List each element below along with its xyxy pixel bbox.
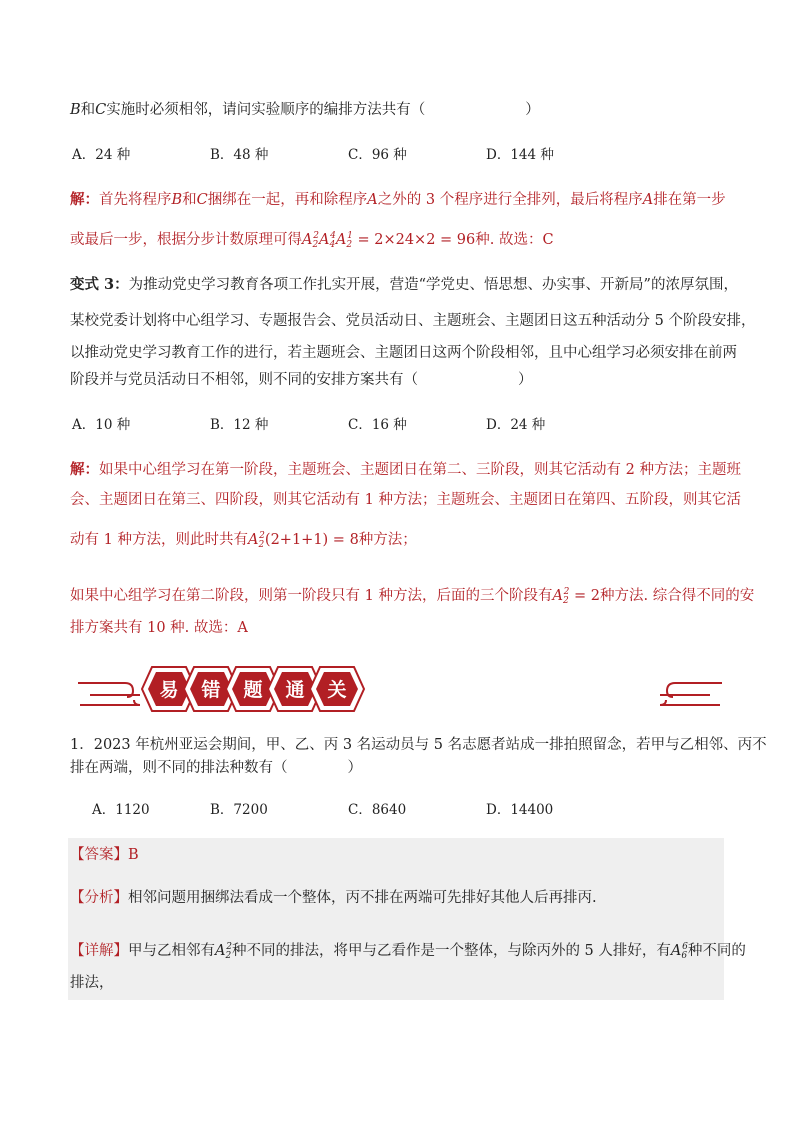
solution-line: 解：首先将程序B和C捆绑在一起，再和除程序A之外的 3 个程序进行全排列，最后将程序A排在第一步 bbox=[70, 191, 726, 208]
question-line: 阶段并与党员活动日不相邻，则不同的安排方案共有（ ） bbox=[70, 372, 533, 388]
banner-char: 错 bbox=[201, 679, 221, 701]
option-c: C．16 种 bbox=[348, 417, 407, 433]
question-line: 以推动党史学习教育工作的进行，若主题班会、主题团日这两个阶段相邻，且中心组学习必须安排在前两 bbox=[70, 345, 737, 361]
option-c: C．96 种 bbox=[348, 147, 407, 163]
banner-char: 易 bbox=[159, 679, 179, 701]
question-line: 变式 3：为推动党史学习教育各项工作扎实开展，营造“学党史、悟思想、办实事、开新局”的浓厚氛围， bbox=[70, 276, 738, 293]
option-d: D．144 种 bbox=[486, 147, 554, 163]
solution-line: 会、主题团日在第三、四阶段，则其它活动有 1 种方法；主题班会、主题团日在第四、五阶段，则其它活 bbox=[70, 492, 741, 508]
option-a: A．1120 bbox=[92, 802, 150, 818]
question-line: 某校党委计划将中心组学习、专题报告会、党员活动日、主题班会、主题团日这五种活动分 5 个阶段安排， bbox=[70, 313, 756, 329]
option-a: A．24 种 bbox=[72, 147, 131, 163]
banner-char: 题 bbox=[243, 679, 263, 701]
option-c: C．8640 bbox=[348, 802, 407, 818]
banner-char: 通 bbox=[285, 679, 305, 701]
analysis-line: 【分析】相邻问题用捆绑法看成一个整体，丙不排在两端可先排好其他人后再排丙. bbox=[70, 890, 597, 906]
solution-line: 如果中心组学习在第二阶段，则第一阶段只有 1 种方法，后面的三个阶段有$A_2^2 = 2$种方法. 综合得不同的安 bbox=[70, 587, 755, 606]
option-d: D．14400 bbox=[486, 802, 554, 818]
answer-line: 【答案】B bbox=[70, 847, 139, 863]
option-b: B．12 种 bbox=[210, 417, 269, 433]
banner-left-swirl bbox=[78, 683, 140, 705]
question-line: 1．2023 年杭州亚运会期间，甲、乙、丙 3 名运动员与 5 名志愿者站成一排拍照留念，若甲与乙相邻、丙不 bbox=[70, 737, 767, 753]
option-b: B．7200 bbox=[210, 802, 268, 818]
detail-line: 排法， bbox=[70, 975, 114, 991]
option-d: D．24 种 bbox=[486, 417, 546, 433]
solution-line: 或最后一步，根据分步计数原理可得$A_2^2A_4^4A_2^1 = 2\times 24\times 2 = 96$种. 故选：C bbox=[70, 231, 554, 250]
question-line: 排在两端，则不同的排法种数有（ ） bbox=[70, 760, 362, 776]
detail-line: 【详解】甲与乙相邻有$A_2^2$种不同的排法，将甲与乙看作是一个整体，与除丙外的 5 人排好，有$A_6^6$种不同的 bbox=[70, 942, 746, 961]
option-a: A．10 种 bbox=[72, 417, 131, 433]
solution-line: 动有 1 种方法，则此时共有$A_2^2(2+1+1) = 8$种方法； bbox=[70, 531, 417, 550]
question-line: B和C实施时必须相邻，请问实验顺序的编排方法共有（ ） bbox=[70, 102, 540, 118]
banner-right-swirl bbox=[660, 683, 722, 705]
solution-line: 解：如果中心组学习在第一阶段，主题班会、主题团日在第二、三阶段，则其它活动有 2 种方法；主题班 bbox=[70, 461, 741, 478]
option-b: B．48 种 bbox=[210, 147, 269, 163]
banner-char: 关 bbox=[327, 679, 347, 701]
solution-line: 排方案共有 10 种. 故选：A bbox=[70, 620, 248, 636]
section-banner bbox=[70, 655, 730, 725]
